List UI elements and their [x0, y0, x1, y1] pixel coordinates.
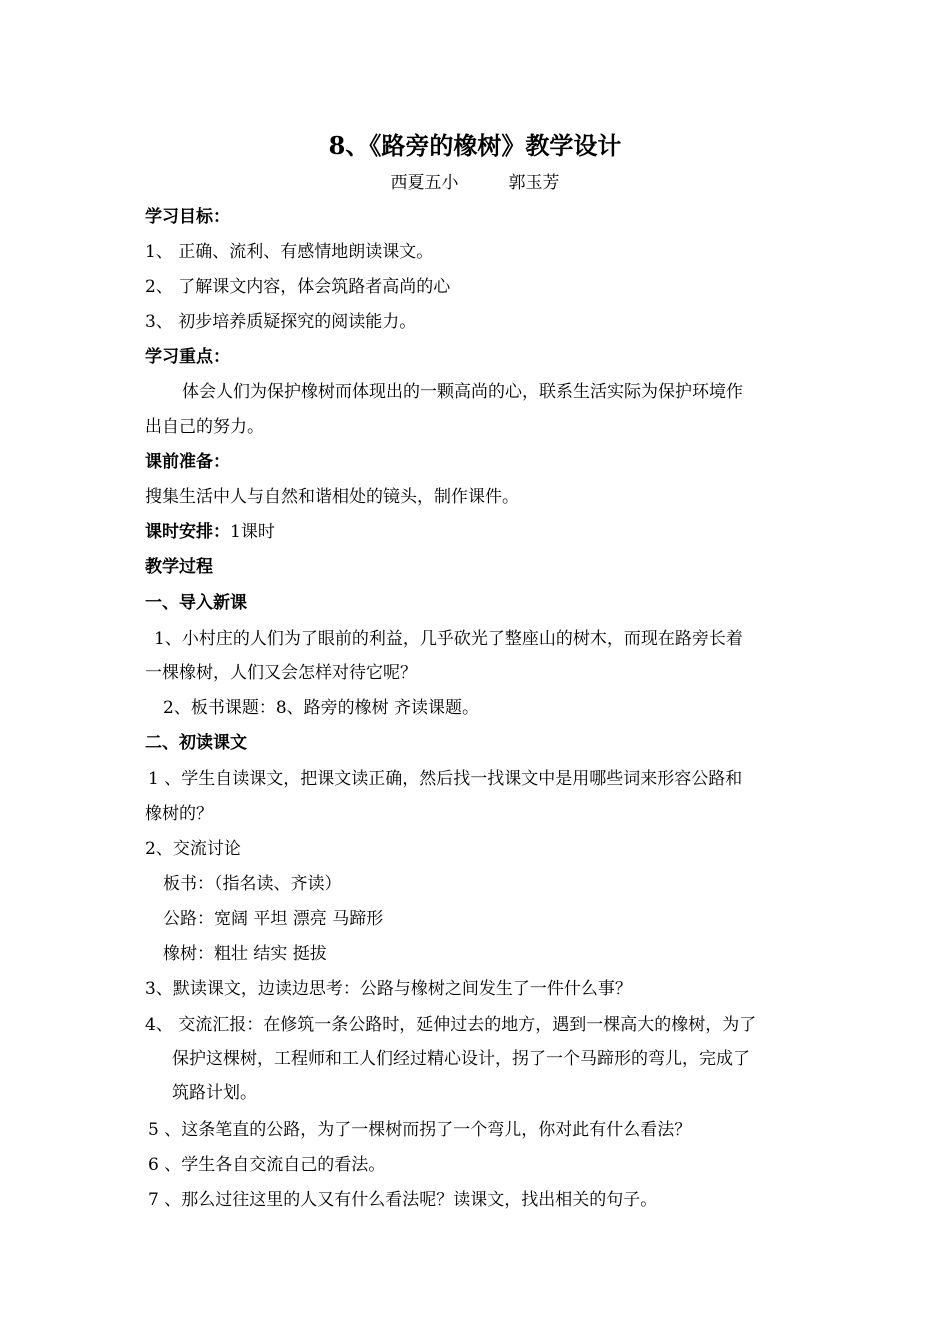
board-tree-words: 橡树：粗壮 结实 挺拔: [163, 944, 327, 964]
section1-line: 1、小村庄的人们为了眼前的利益，几乎砍光了整座山的树木，而现在路旁长着: [154, 629, 743, 649]
goals-heading: 学习目标：: [145, 207, 230, 227]
section2-line: 2、交流讨论: [145, 839, 241, 859]
document-title: 8、《路旁的橡树》教学设计: [328, 131, 622, 160]
section2-line: 4、 交流汇报：在修筑一条公路时，延伸过去的地方，遇到一棵高大的橡树，为了: [145, 1015, 757, 1035]
goal-item: 2、 了解课文内容，体会筑路者高尚的心: [145, 277, 451, 297]
section1-line: 一棵橡树，人们又会怎样对待它呢？: [145, 663, 417, 683]
section2-line: 6 、学生各自交流自己的看法。: [148, 1155, 386, 1175]
prep-heading: 课前准备：: [145, 452, 230, 472]
schedule-text: 1课时: [230, 522, 275, 542]
section1-heading: 一、导入新课: [145, 593, 247, 613]
focus-heading: 学习重点：: [145, 347, 230, 367]
author-name: 郭玉芳: [508, 173, 560, 193]
focus-text-line: 体会人们为保护橡树而体现出的一颗高尚的心，联系生活实际为保护环境作: [182, 382, 743, 402]
section2-line: 筑路计划。: [172, 1083, 257, 1103]
schedule-heading: 课时安排：: [145, 522, 230, 542]
goal-item: 1、 正确、流利、有感情地朗读课文。: [145, 242, 434, 262]
section2-line: 7 、那么过往这里的人又有什么看法呢？读课文，找出相关的句子。: [148, 1190, 658, 1210]
section2-heading: 二、初读课文: [145, 733, 247, 753]
focus-text-line: 出自己的努力。: [145, 417, 264, 437]
prep-text: 搜集生活中人与自然和谐相处的镜头，制作课件。: [145, 487, 519, 507]
school-name: 西夏五小: [390, 173, 459, 193]
section2-line: 3、默读课文，边读边思考：公路与橡树之间发生了一件什么事？: [145, 979, 632, 999]
author-line: [0, 172, 950, 194]
schedule-line: [145, 521, 275, 543]
board-road-words: 公路：宽阔 平坦 漂亮 马蹄形: [163, 909, 384, 929]
goal-item: 3、 初步培养质疑探究的阅读能力。: [145, 312, 417, 332]
section2-line: 5 、这条笔直的公路，为了一棵树而拐了一个弯儿，你对此有什么看法？: [148, 1120, 692, 1140]
process-heading: 教学过程: [145, 557, 213, 577]
section2-line: 1 、学生自读课文，把课文读正确，然后找一找课文中是用哪些词来形容公路和: [148, 769, 743, 789]
section1-line: 2、板书课题：8、路旁的橡树 齐读课题。: [163, 698, 480, 718]
section2-line: 保护这棵树，工程师和工人们经过精心设计，拐了一个马蹄形的弯儿，完成了: [172, 1049, 750, 1069]
section2-line: 橡树的？: [145, 804, 213, 824]
board-notes: 板书：（指名读、齐读）: [163, 874, 342, 894]
